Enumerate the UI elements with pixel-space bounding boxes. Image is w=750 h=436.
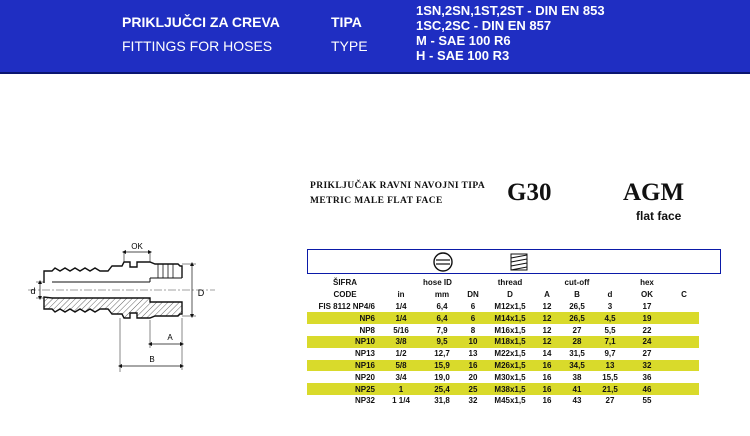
table-cell-ok: 24 bbox=[625, 336, 669, 348]
table-cell-code: FIS 8112 NP4/6 bbox=[318, 301, 375, 311]
table-cell-d: 27 bbox=[605, 396, 615, 406]
table-cell-b: 28 bbox=[559, 336, 595, 348]
table-cell-ok: 22 bbox=[642, 325, 652, 335]
table-cell-a: 12 bbox=[542, 325, 552, 335]
table-cell-d: M18x1,5 bbox=[485, 336, 535, 348]
column-header: OK bbox=[641, 290, 653, 300]
header-standard: M - SAE 100 R6 bbox=[416, 33, 511, 48]
column-header: A bbox=[544, 290, 550, 300]
table-body bbox=[307, 301, 699, 407]
table-column-header-row bbox=[307, 289, 699, 301]
hose-id-header: hose ID bbox=[423, 278, 452, 288]
table-cell-c bbox=[669, 324, 699, 336]
table-cell-in: 1/4 bbox=[395, 301, 407, 311]
table-cell-d: M30x1,5 bbox=[494, 372, 526, 382]
column-header: d bbox=[607, 290, 613, 300]
product-code: G30 bbox=[507, 179, 552, 206]
table-cell-ok: 46 bbox=[625, 383, 669, 395]
table-cell-dn: 6 bbox=[461, 312, 485, 324]
table-row bbox=[307, 360, 699, 372]
table-cell-b: 34,5 bbox=[559, 360, 595, 372]
table-row bbox=[307, 348, 699, 360]
table-cell-d: 3 bbox=[607, 301, 613, 311]
table-cell-b: 41 bbox=[559, 383, 595, 395]
dim-B-label: B bbox=[149, 355, 155, 364]
table-cell-b: 26,5 bbox=[569, 301, 585, 311]
table-cell-a: 16 bbox=[542, 396, 552, 406]
table-cell-mm: 6,4 bbox=[436, 301, 448, 311]
table-cell-dn: 6 bbox=[470, 301, 476, 311]
hose-section-icon bbox=[432, 251, 454, 273]
table-cell-in: 1 1/4 bbox=[392, 396, 410, 406]
dim-A-label: A bbox=[167, 333, 173, 342]
table-group-header-row bbox=[307, 277, 699, 289]
table-cell-a: 16 bbox=[535, 360, 559, 372]
table-row bbox=[307, 336, 699, 348]
table-cell-mm: 15,9 bbox=[423, 360, 461, 372]
table-cell-code: NP13 bbox=[354, 349, 375, 359]
table-cell-in: 1/2 bbox=[395, 349, 407, 359]
table-cell-c bbox=[669, 395, 699, 407]
table-cell-mm: 9,5 bbox=[423, 336, 461, 348]
table-cell-b: 43 bbox=[572, 396, 582, 406]
column-header: B bbox=[574, 290, 580, 300]
table-cell-c bbox=[669, 360, 699, 372]
fitting-drawing bbox=[0, 238, 300, 388]
product-name-local: PRIKLJUČAK RAVNI NAVOJNI TIPA bbox=[310, 181, 486, 191]
table-cell-c bbox=[669, 371, 699, 383]
table-row bbox=[307, 395, 699, 407]
column-header: mm bbox=[434, 290, 450, 300]
table-cell-d: 4,5 bbox=[595, 312, 625, 324]
table-row bbox=[307, 301, 699, 313]
table-cell-d: 5,5 bbox=[604, 325, 616, 335]
header-standard: 1SN,2SN,1ST,2ST - DIN EN 853 bbox=[416, 3, 605, 18]
table-cell-mm: 31,8 bbox=[434, 396, 450, 406]
table-cell-in: 1 bbox=[379, 383, 423, 395]
table-cell-c bbox=[669, 336, 699, 348]
table-cell-in: 3/4 bbox=[395, 372, 407, 382]
code-header-local: ŠIFRA bbox=[333, 278, 357, 288]
table-cell-c bbox=[669, 348, 699, 360]
table-cell-code: NP6 bbox=[307, 312, 379, 324]
table-cell-mm: 25,4 bbox=[423, 383, 461, 395]
header-type-local: TIPA bbox=[331, 14, 362, 30]
table-cell-in: 1/4 bbox=[379, 312, 423, 324]
table-cell-code: NP25 bbox=[307, 383, 379, 395]
table-cell-dn: 20 bbox=[468, 372, 478, 382]
table-cell-d: M16x1,5 bbox=[494, 325, 526, 335]
table-cell-code: NP8 bbox=[359, 325, 375, 335]
column-header: C bbox=[681, 290, 687, 300]
header-title-en: FITTINGS FOR HOSES bbox=[122, 38, 273, 54]
header-type-en: TYPE bbox=[331, 38, 368, 54]
table-cell-a: 16 bbox=[542, 372, 552, 382]
table-cell-d: M26x1,5 bbox=[485, 360, 535, 372]
table-cell-code: NP10 bbox=[307, 336, 379, 348]
brand-name: AGM bbox=[623, 179, 685, 206]
table-cell-dn: 13 bbox=[468, 349, 478, 359]
header-standard: 1SC,2SC - DIN EN 857 bbox=[416, 18, 552, 33]
table-icon-row bbox=[307, 249, 721, 274]
cutoff-header: cut-off bbox=[564, 278, 590, 288]
table-cell-d: 7,1 bbox=[595, 336, 625, 348]
column-header: DN bbox=[467, 290, 479, 300]
table-cell-c bbox=[669, 301, 699, 313]
table-cell-in: 5/16 bbox=[393, 325, 409, 335]
table-cell-dn: 10 bbox=[461, 336, 485, 348]
table-cell-d: M45x1,5 bbox=[494, 396, 526, 406]
table-cell-a: 12 bbox=[535, 336, 559, 348]
thread-header: thread bbox=[497, 278, 523, 288]
table-cell-c bbox=[669, 312, 699, 324]
spec-table bbox=[307, 277, 699, 407]
table-cell-ok: 17 bbox=[642, 301, 652, 311]
table-cell-ok: 27 bbox=[642, 349, 652, 359]
column-header: D bbox=[507, 290, 513, 300]
table-cell-mm: 12,7 bbox=[434, 349, 450, 359]
table-cell-dn: 32 bbox=[468, 396, 478, 406]
table-cell-mm: 19,0 bbox=[434, 372, 450, 382]
table-cell-d: 21,5 bbox=[595, 383, 625, 395]
product-name-en: METRIC MALE FLAT FACE bbox=[310, 196, 443, 206]
hex-header: hex bbox=[640, 278, 654, 288]
table-cell-a: 16 bbox=[535, 383, 559, 395]
column-header: in bbox=[397, 290, 405, 300]
table-cell-ok: 55 bbox=[642, 396, 652, 406]
table-cell-mm: 7,9 bbox=[436, 325, 448, 335]
table-cell-b: 31,5 bbox=[569, 349, 585, 359]
table-cell-b: 27 bbox=[572, 325, 582, 335]
table-cell-a: 14 bbox=[542, 349, 552, 359]
table-cell-dn: 8 bbox=[470, 325, 476, 335]
table-cell-dn: 16 bbox=[461, 360, 485, 372]
dim-D-label: D bbox=[197, 288, 205, 298]
table-cell-ok: 36 bbox=[642, 372, 652, 382]
table-cell-a: 12 bbox=[542, 301, 552, 311]
table-cell-dn: 25 bbox=[461, 383, 485, 395]
table-row bbox=[307, 371, 699, 383]
column-header: CODE bbox=[333, 290, 357, 300]
header-standard: H - SAE 100 R3 bbox=[416, 48, 510, 63]
table-cell-d: 15,5 bbox=[602, 372, 618, 382]
table-cell-d: M12x1,5 bbox=[494, 301, 526, 311]
table-cell-ok: 19 bbox=[625, 312, 669, 324]
table-cell-ok: 32 bbox=[625, 360, 669, 372]
thread-icon bbox=[508, 251, 530, 273]
table-cell-in: 3/8 bbox=[379, 336, 423, 348]
table-cell-b: 26,5 bbox=[559, 312, 595, 324]
table-cell-d: M38x1,5 bbox=[485, 383, 535, 395]
table-cell-d: 13 bbox=[595, 360, 625, 372]
table-cell-b: 38 bbox=[572, 372, 582, 382]
table-row bbox=[307, 312, 699, 324]
table-cell-code: NP20 bbox=[354, 372, 375, 382]
table-cell-in: 5/8 bbox=[379, 360, 423, 372]
table-cell-a: 12 bbox=[535, 312, 559, 324]
table-cell-c bbox=[669, 383, 699, 395]
header-title-local: PRIKLJUČCI ZA CREVA bbox=[122, 14, 280, 30]
table-row bbox=[307, 324, 699, 336]
table-cell-d: 9,7 bbox=[604, 349, 616, 359]
table-cell-d: M14x1,5 bbox=[485, 312, 535, 324]
table-cell-d: M22x1,5 bbox=[494, 349, 526, 359]
product-subtitle: flat face bbox=[636, 209, 682, 223]
table-row bbox=[307, 383, 699, 395]
dim-d-label: d bbox=[30, 286, 36, 296]
table-cell-mm: 6,4 bbox=[423, 312, 461, 324]
table-cell-code: NP16 bbox=[307, 360, 379, 372]
header-band bbox=[0, 0, 750, 74]
table-cell-code: NP32 bbox=[354, 396, 375, 406]
dim-ok-label: OK bbox=[131, 242, 143, 251]
